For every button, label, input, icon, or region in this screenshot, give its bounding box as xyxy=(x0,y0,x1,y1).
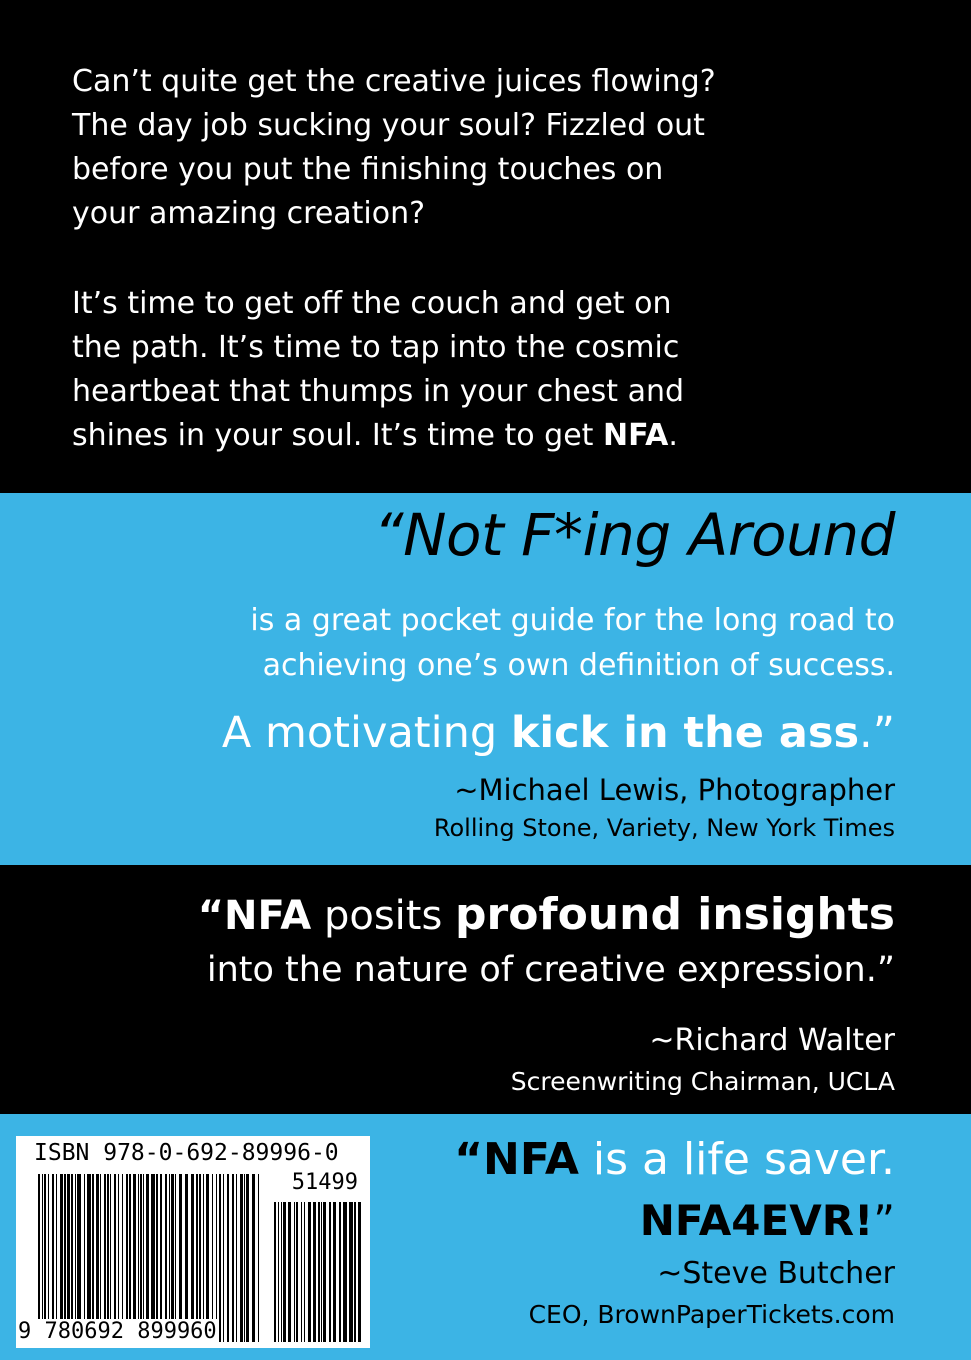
quote2-title: Screenwriting Chairman, UCLA xyxy=(510,1067,895,1096)
barcode-bar xyxy=(96,1174,99,1342)
quote1-kick-prefix: A motivating xyxy=(221,708,511,758)
barcode-bar xyxy=(77,1174,81,1342)
barcode-bar xyxy=(296,1202,298,1342)
barcode-bar xyxy=(107,1174,109,1342)
barcode-bar xyxy=(358,1202,361,1342)
barcode-bar xyxy=(321,1202,322,1342)
quote1-kick-suffix: .” xyxy=(859,708,895,758)
intro-line: It’s time to get off the couch and get on xyxy=(72,286,672,321)
barcode-bar xyxy=(333,1202,336,1342)
intro-last-prefix: shines in your soul. It’s time to get xyxy=(72,418,603,453)
barcode-bar xyxy=(301,1202,302,1342)
barcode-bar xyxy=(104,1174,106,1342)
barcode-bar xyxy=(129,1174,131,1342)
barcode-bar xyxy=(87,1174,91,1342)
barcode-bar xyxy=(169,1174,170,1342)
isbn-text: ISBN 978-0-692-89996-0 xyxy=(34,1140,339,1166)
intro-line-last xyxy=(72,414,812,458)
quote3-title: CEO, BrownPaperTickets.com xyxy=(528,1300,895,1329)
barcode-bar xyxy=(38,1174,40,1342)
intro-line: your amazing creation? xyxy=(72,196,426,231)
barcode-bar xyxy=(75,1174,76,1342)
barcode-bar xyxy=(100,1174,101,1342)
barcode-bar xyxy=(175,1174,176,1342)
price-code-text: 51499 xyxy=(291,1170,358,1195)
intro-line: Can’t quite get the creative juices flowing? xyxy=(72,64,716,99)
intro-line: heartbeat that thumps in your chest and xyxy=(72,374,685,409)
barcode-bar xyxy=(212,1174,213,1342)
quote1-kick-line xyxy=(222,708,895,758)
barcode-bar xyxy=(165,1174,167,1342)
intro-line: The day job sucking your soul? Fizzled out xyxy=(72,108,705,143)
barcode-bar xyxy=(67,1174,70,1342)
quote3-author: ~Steve Butcher xyxy=(657,1256,895,1291)
barcode-bar xyxy=(179,1174,182,1342)
barcode-bar xyxy=(232,1174,234,1342)
barcode-bar xyxy=(323,1202,326,1342)
barcode-bar xyxy=(171,1174,174,1342)
quote2-author: ~Richard Walter xyxy=(649,1023,895,1058)
barcode-bar xyxy=(126,1174,128,1342)
barcode-bar xyxy=(281,1202,282,1342)
quote2-nfa-bold: “NFA xyxy=(197,893,312,939)
barcode-bar xyxy=(185,1174,188,1342)
barcode-bar xyxy=(252,1174,255,1342)
quote1-body-line-1: is a great pocket guide for the long road to xyxy=(250,603,895,638)
quote3-nfa4evr-bold: NFA4EVR! xyxy=(639,1196,874,1245)
barcode-bar xyxy=(160,1174,162,1342)
barcode-bar xyxy=(151,1174,155,1342)
barcode-bar xyxy=(283,1202,286,1342)
quote3-line-2 xyxy=(640,1196,895,1245)
price-addon-bars xyxy=(274,1202,362,1342)
quote1-publications: Rolling Stone, Variety, New York Times xyxy=(433,814,895,842)
barcode-bar xyxy=(240,1174,243,1342)
barcode-bar xyxy=(199,1174,201,1342)
barcode-bar xyxy=(339,1202,341,1342)
barcode-bar xyxy=(236,1174,237,1342)
barcode-bar xyxy=(216,1174,217,1342)
quote2-bold-phrase: profound insights xyxy=(455,889,895,940)
barcode-bar xyxy=(114,1174,116,1342)
quote1-kick-bold: kick in the ass xyxy=(510,708,860,758)
quote3-line-1 xyxy=(454,1134,895,1185)
intro-paragraph-1 xyxy=(72,60,812,236)
barcode-bar xyxy=(52,1174,54,1342)
quote1-author: ~Michael Lewis, Photographer xyxy=(454,773,895,807)
barcode-bar xyxy=(110,1174,111,1342)
barcode-box xyxy=(16,1136,370,1348)
barcode-bar xyxy=(64,1174,66,1342)
intro-paragraph-2 xyxy=(72,282,812,458)
bottom-section xyxy=(0,1114,971,1360)
quote2-section xyxy=(0,865,971,1114)
barcode-bar xyxy=(71,1174,73,1342)
barcode-bar xyxy=(156,1174,158,1342)
quote1-section xyxy=(0,493,971,865)
barcode-bar xyxy=(313,1202,316,1342)
barcode-bar xyxy=(308,1202,311,1342)
barcode-bar xyxy=(60,1174,63,1342)
quote3-line2-rest: ” xyxy=(873,1196,895,1245)
barcode-bar xyxy=(44,1174,46,1342)
barcode-bar xyxy=(122,1174,123,1342)
quote1-body-line-2: achieving one’s own definition of success. xyxy=(262,648,895,683)
quote2-line-1 xyxy=(198,889,895,940)
barcode-bar xyxy=(223,1174,224,1342)
barcode-bar xyxy=(219,1174,221,1342)
barcode-bar xyxy=(278,1202,279,1342)
barcode-bar xyxy=(258,1174,259,1342)
barcode-bar xyxy=(146,1174,149,1342)
barcode-bar xyxy=(304,1202,305,1342)
quote2-middle: posits xyxy=(311,893,456,939)
barcode-bar xyxy=(244,1174,245,1342)
barcode-bar xyxy=(140,1174,142,1342)
intro-line: before you put the finishing touches on xyxy=(72,152,664,187)
barcode-bar xyxy=(92,1174,94,1342)
ean-digits-text: 9 780692 899960 xyxy=(18,1319,217,1344)
barcode-bar xyxy=(191,1174,194,1342)
quote3-line1-rest: is a life saver. xyxy=(578,1134,895,1185)
quote3-nfa-bold: “NFA xyxy=(454,1134,579,1185)
intro-section xyxy=(0,0,971,493)
barcode-bar xyxy=(196,1174,198,1342)
barcode-bar xyxy=(227,1174,229,1342)
intro-nfa-bold: NFA xyxy=(602,418,669,453)
barcode-bar xyxy=(294,1202,295,1342)
barcode-bar xyxy=(138,1174,139,1342)
ean-barcode-bars xyxy=(38,1174,262,1342)
barcode-bar xyxy=(133,1174,136,1342)
barcode-bar xyxy=(203,1174,204,1342)
barcode-bar xyxy=(329,1202,331,1342)
barcode-bar xyxy=(349,1202,353,1342)
barcode-bar xyxy=(42,1174,43,1342)
barcode-bar xyxy=(246,1174,249,1342)
quote1-headline: “Not F*ing Around xyxy=(373,501,895,569)
barcode-bar xyxy=(48,1174,49,1342)
barcode-bar xyxy=(84,1174,85,1342)
intro-last-suffix: . xyxy=(668,418,678,453)
quote2-line-2: into the nature of creative expression.” xyxy=(206,950,895,990)
barcode-bar xyxy=(274,1202,276,1342)
barcode-bar xyxy=(318,1202,320,1342)
barcode-bar xyxy=(206,1174,209,1342)
barcode-bar xyxy=(118,1174,119,1342)
barcode-bar xyxy=(143,1174,144,1342)
barcode-bar xyxy=(288,1202,291,1342)
intro-line: the path. It’s time to tap into the cosmic xyxy=(72,330,680,365)
barcode-bar xyxy=(354,1202,356,1342)
barcode-bar xyxy=(56,1174,57,1342)
barcode-bar xyxy=(343,1202,347,1342)
